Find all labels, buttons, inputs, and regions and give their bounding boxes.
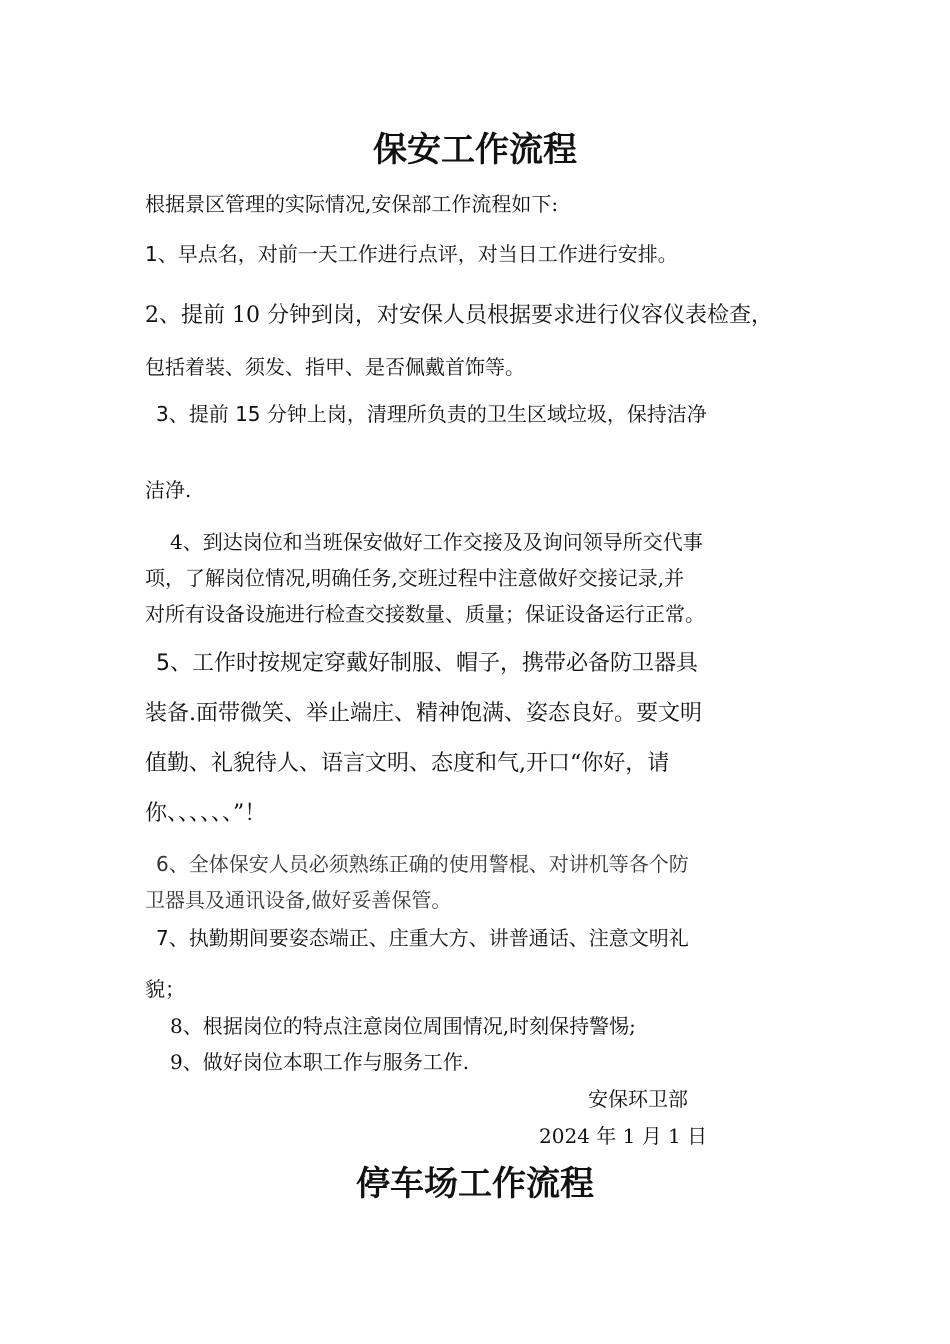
- item-1: 1、早点名，对前一天工作进行点评，对当日工作进行安排。: [145, 242, 678, 266]
- item-2-line-2: 包括着装、须发、指甲、是否佩戴首饰等。: [145, 355, 525, 379]
- item-6-line-2: 卫器具及通讯设备,做好妥善保管。: [145, 888, 452, 912]
- page-title: 保安工作流程: [373, 130, 577, 170]
- item-7-line-1: 7、执勤期间要姿态端正、庄重大方、讲普通话、注意文明礼: [156, 926, 689, 950]
- signature-department: 安保环卫部: [588, 1087, 688, 1111]
- item-5-line-4: 你、、、、、、”！: [145, 801, 267, 826]
- item-4-line-3: 对所有设备设施进行检查交接数量、质量；保证设备运行正常。: [145, 602, 705, 626]
- item-6-line-1: 6、全体保安人员必须熟练正确的使用警棍、对讲机等各个防: [156, 852, 689, 876]
- item-7-line-2: 貌；: [145, 977, 185, 1001]
- item-4-line-2: 项，了解岗位情况,明确任务,交班过程中注意做好交接记录,并: [145, 566, 685, 590]
- item-5-line-1: 5、工作时按规定穿戴好制服、帽子，携带必备防卫器具: [156, 651, 698, 676]
- signature-date: 2024 年 1 月 1 日: [539, 1124, 708, 1148]
- intro-text: 根据景区管理的实际情况,安保部工作流程如下:: [145, 192, 559, 216]
- item-5-line-3: 值勤、礼貌待人、语言文明、态度和气,开口“你好，请: [145, 751, 670, 776]
- item-3-line-2: 洁净.: [145, 478, 192, 502]
- item-4-line-1: 4、到达岗位和当班保安做好工作交接及及询问领导所交代事: [170, 530, 703, 554]
- item-2-line-1: 2、提前 10 分钟到岗，对安保人员根据要求进行仪容仪表检查，: [145, 303, 773, 328]
- item-9: 9、做好岗位本职工作与服务工作.: [170, 1050, 470, 1074]
- section-title: 停车场工作流程: [356, 1164, 594, 1204]
- item-5-line-2: 装备.面带微笑、举止端庄、精神饱满、姿态良好。要文明: [145, 701, 702, 726]
- item-8: 8、根据岗位的特点注意岗位周围情况,时刻保持警惕;: [170, 1014, 636, 1038]
- item-3-line-1: 3、提前 15 分钟上岗，清理所负责的卫生区域垃圾，保持洁净: [156, 402, 707, 426]
